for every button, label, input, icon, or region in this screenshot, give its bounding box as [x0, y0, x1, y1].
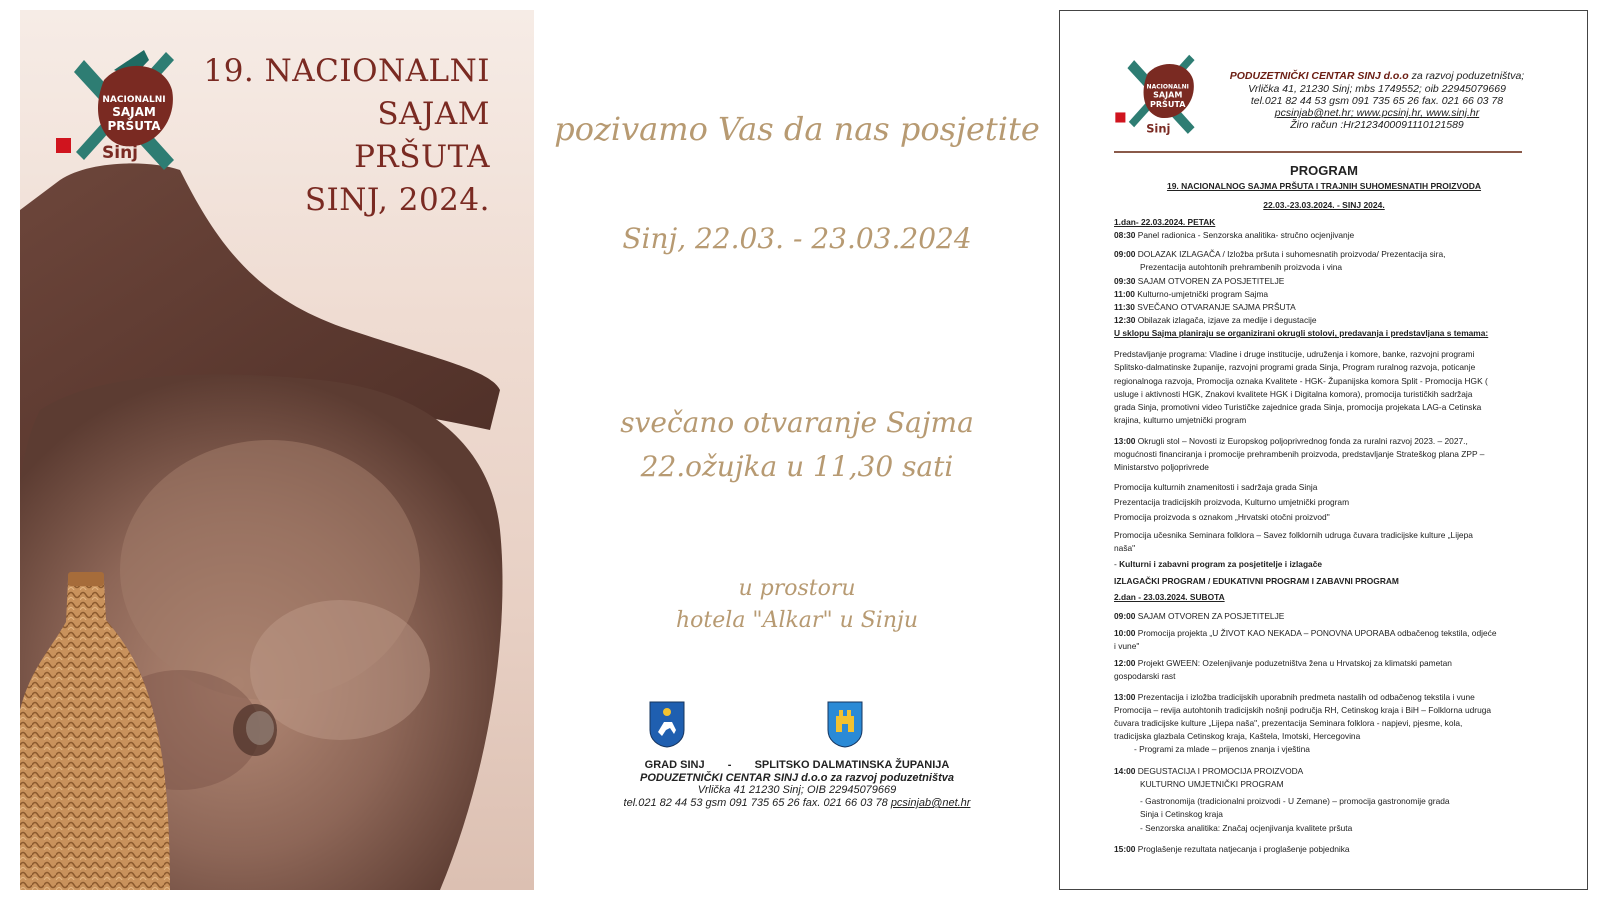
venue-line: u prostoru: [738, 576, 856, 601]
svg-text:NACIONALNI: NACIONALNI: [1146, 83, 1189, 91]
svg-text:PRŠUTA: PRŠUTA: [107, 119, 161, 133]
svg-text:Sinj: Sinj: [102, 143, 139, 163]
schedule-time: 10:00: [1114, 628, 1136, 638]
promo-line: Promocija učesnika Seminara folklora – Savez folklornih udruga čuvara tradicijske kulture „Lijepa: [1114, 530, 1473, 540]
header-phone: tel.021 82 44 53 gsm 091 735 65 26 fax. 021 66 03 78: [1250, 95, 1504, 107]
schedule-subitem: Sinja i Cetinskog kraja: [1140, 809, 1223, 819]
schedule-time: 09:00: [1114, 611, 1136, 621]
footer-grad: GRAD SINJ: [644, 759, 705, 771]
program-dates: 22.03.-23.03.2024. - SINJ 2024.: [1263, 200, 1385, 210]
schedule-item: [1114, 765, 1532, 778]
schedule-item: [1114, 610, 1532, 623]
entertainment-text: Kulturni i zabavni program za posjetitelje i izlagače: [1119, 559, 1323, 569]
svg-text:SAJAM: SAJAM: [112, 105, 156, 119]
schedule-text: DEGUSTACIJA I PROMOCIJA PROIZVODA: [1137, 766, 1304, 776]
schedule-time: 13:00: [1114, 692, 1136, 702]
program-subtitle: 19. NACIONALNOG SAJMA PRŠUTA I TRAJNIH SUHOMESNATIH PROIZVODA: [1166, 181, 1482, 191]
schedule-time: 09:30: [1114, 276, 1136, 286]
schedule-item: [1114, 248, 1532, 261]
footer-address: Vrlička 41 21230 Sinj; OIB 22945079669: [697, 784, 897, 796]
schedule-item-continued: i vune": [1114, 641, 1140, 651]
topics-heading: U sklopu Sajma planiraju se organizirani okrugli stolovi, predavanja i predstavljana s temama:: [1114, 328, 1489, 338]
schedule-text: Prezentacija i izložba tradicijskih uporabnih predmeta nastalih od odbačenog tekstila i vune: [1137, 692, 1475, 702]
schedule-text: DOLAZAK IZLAGAČA / Izložba pršuta i suhomesnatih proizvoda/ Prezentacija sira,: [1137, 249, 1446, 259]
bullet-dash: -: [1114, 559, 1120, 569]
opening-time: 22.ožujka u 11,30 sati: [640, 450, 954, 483]
footer-phone: tel.021 82 44 53 gsm 091 735 65 26 fax. 021 66 03 78: [623, 797, 888, 809]
cover-title-line: SINJ, 2024.: [304, 182, 490, 218]
schedule-time: 11:30: [1114, 302, 1135, 312]
schedule-text: Obilazak izlagača, izjave za medije i degustacije: [1137, 315, 1317, 325]
schedule-item: [1114, 301, 1532, 314]
promo-line: Prezentacija tradicijskih proizvoda, Kulturno umjetnički program: [1114, 497, 1350, 507]
header-rule: [1114, 151, 1522, 153]
sajam-prsuta-logo-icon: [1114, 49, 1208, 145]
schedule-time: 13:00: [1114, 436, 1136, 446]
venue-hotel: hotela "Alkar" u Sinju: [676, 608, 918, 633]
event-dates: Sinj, 22.03. - 23.03.2024: [622, 222, 972, 255]
schedule-time: 15:00: [1114, 844, 1136, 854]
svg-text:Sinj: Sinj: [1146, 121, 1171, 136]
promo-line: naša": [1114, 543, 1136, 553]
grad-sinj-crest-icon: [648, 700, 686, 748]
schedule-item-continued: Ministarstvo poljoprivrede: [1114, 462, 1209, 472]
schedule-item: [1114, 314, 1532, 327]
footer-contact: [534, 797, 1060, 809]
promo-line: Promocija proizvoda s oznakom „Hrvatski otočni proizvod": [1114, 512, 1330, 522]
header-org-rest: za razvoj poduzetništva;: [1408, 70, 1525, 82]
topics-line: regionalnoga razvoja, Promocija oznaka Kvalitete - HGK- Županijska komora Split - Promocija HGK (: [1114, 376, 1488, 386]
cover-title-line: 19. NACIONALNI: [203, 53, 490, 89]
schedule-item-continued: gospodarski rast: [1114, 671, 1176, 681]
program-panel: [1060, 10, 1588, 890]
promo-line: Promocija kulturnih znamenitosti i sadržaja grada Sinja: [1114, 482, 1318, 492]
schedule-subitem: - Senzorska analitika: Značaj ocjenjivanja kvalitete pršuta: [1140, 823, 1353, 833]
cover-title: [170, 50, 490, 222]
topics-line: grada Sinja, promotivni video Turističke zajednice grada Sinja, promocija projekata LAG-a Cetinska: [1114, 402, 1482, 412]
header-bank-account: Žiro račun :Hr2123400091110121589: [1290, 119, 1464, 131]
footer-organization: PODUZETNIČKI CENTAR SINJ d.o.o za razvoj poduzetništva: [640, 772, 954, 784]
schedule-item-continued: Prezentacija autohtonih prehrambenih proizvoda i vina: [1140, 262, 1343, 272]
svg-text:SAJAM: SAJAM: [1153, 90, 1183, 100]
schedule-text: Proglašenje rezultata natjecanja i proglašenje pobjednika: [1137, 844, 1350, 854]
schedule-item: [1114, 691, 1532, 704]
footer-zupanija: SPLITSKO DALMATINSKA ŽUPANIJA: [754, 759, 950, 771]
footer-sponsors: [534, 759, 1060, 771]
schedule-text: SVEČANO OTVARANJE SAJMA PRŠUTA: [1137, 302, 1296, 312]
header-organization: [1212, 70, 1542, 82]
schedule-time: 09:00: [1114, 249, 1136, 259]
schedule-time: 12:30: [1114, 315, 1136, 325]
schedule-text: SAJAM OTVOREN ZA POSJETITELJE: [1137, 276, 1285, 286]
schedule-item-continued: KULTURNO UMJETNIČKI PROGRAM: [1140, 779, 1284, 789]
program-title: PROGRAM: [1290, 163, 1358, 178]
schedule-text: SAJAM OTVOREN ZA POSJETITELJE: [1137, 611, 1285, 621]
schedule-item-continued: Promocija – revija autohtonih tradicijskih nošnji područja RH, Cetinskog kraja i BiH – Folklorna udruga: [1114, 705, 1492, 715]
topics-line: Predstavljanje programa: Vladine i druge institucije, udruženja i komore, banke, razvojni programi: [1114, 349, 1475, 359]
schedule-text: Projekt GWEEN: Ozelenjivanje poduzetništva žena u Hrvatskoj za klimatski pametan: [1137, 658, 1452, 668]
entertainment-line: [1114, 558, 1532, 571]
schedule-time: 08:30: [1114, 230, 1136, 240]
schedule-time: 12:00: [1114, 658, 1136, 668]
schedule-text: Okrugli stol – Novosti iz Europskog poljoprivrednog fonda za ruralni razvoj 2023. – 2027.,: [1137, 436, 1468, 446]
schedule-item-continued: čuvara tradicijske kulture „Lijepa naša", prezentacija Seminara folklora - napjevi, pjesme, kola,: [1114, 718, 1463, 728]
footer-email-link[interactable]: pcsinjab@net.hr: [890, 797, 971, 809]
header-org-name: PODUZETNIČKI CENTAR SINJ d.o.o: [1229, 70, 1409, 82]
schedule-text: Promocija projekta „U ŽIVOT KAO NEKADA – PONOVNA UPORABA odbačenog tekstila, odjeće: [1137, 628, 1497, 638]
day2-heading: 2.dan - 23.03.2024. SUBOTA: [1114, 592, 1225, 602]
footer-separator: -: [727, 759, 732, 771]
exhibitor-program-heading: IZLAGAČKI PROGRAM / EDUKATIVNI PROGRAM I ZABAVNI PROGRAM: [1114, 576, 1399, 586]
cover-title-line: SAJAM: [377, 96, 490, 132]
schedule-text: Panel radionica - Senzorska analitika- stručno ocjenjivanje: [1137, 230, 1355, 240]
schedule-subitem: - Gastronomija (tradicionalni proizvodi - U Zemane) – promocija gastronomije grada: [1140, 796, 1450, 806]
schedule-item-continued: tradicijska glazbala Cetinskog kraja, Kaštela, Imotski, Hercegovina: [1114, 731, 1361, 741]
cover-panel: [20, 10, 534, 890]
invitation-panel: [534, 10, 1060, 890]
schedule-item: [1114, 435, 1532, 448]
schedule-item: [1114, 275, 1532, 288]
schedule-item: [1114, 229, 1532, 242]
schedule-item: [1114, 657, 1532, 670]
splitsko-dalmatinska-crest-icon: [826, 700, 864, 748]
topics-line: usluge i aktivnosti HGK, Znakovi kvalitete HGK i Digitalna komora), promocija turističkih sadržaja: [1114, 389, 1473, 399]
header-address: Vrlička 41, 21230 Sinj; mbs 1749552; oib 22945079669: [1248, 83, 1506, 95]
day1-heading: 1.dan- 22.03.2024. PETAK: [1114, 217, 1216, 227]
schedule-time: 11:00: [1114, 289, 1135, 299]
invitation-text: pozivamo Vas da nas posjetite: [554, 110, 1040, 148]
schedule-item: [1114, 288, 1532, 301]
schedule-subitem: - Programi za mlade – prijenos znanja i vještina: [1134, 744, 1310, 754]
opening-title: svečano otvaranje Sajma: [620, 406, 974, 439]
cover-title-line: PRŠUTA: [354, 139, 490, 175]
svg-text:NACIONALNI: NACIONALNI: [102, 95, 166, 105]
header-web-links[interactable]: pcsinjab@net.hr; www.pcsinj.hr, www.sinj.hr: [1274, 107, 1480, 119]
svg-text:PRŠUTA: PRŠUTA: [1149, 100, 1186, 110]
topics-line: krajina, kulturno umjetnički program: [1114, 415, 1247, 425]
schedule-item: [1114, 843, 1532, 856]
schedule-item-continued: mogućnosti financiranja i promocije prehrambenih proizvoda, predstavljanje Strateškog plana ZPP –: [1114, 449, 1485, 459]
schedule-text: Kulturno-umjetnički program Sajma: [1137, 289, 1269, 299]
schedule-time: 14:00: [1114, 766, 1136, 776]
topics-line: Splitsko-dalmatinske županije, razvojni programi grada Sinja, Program ruralnog razvoja, poticanje: [1114, 362, 1476, 372]
schedule-item: [1114, 627, 1532, 640]
